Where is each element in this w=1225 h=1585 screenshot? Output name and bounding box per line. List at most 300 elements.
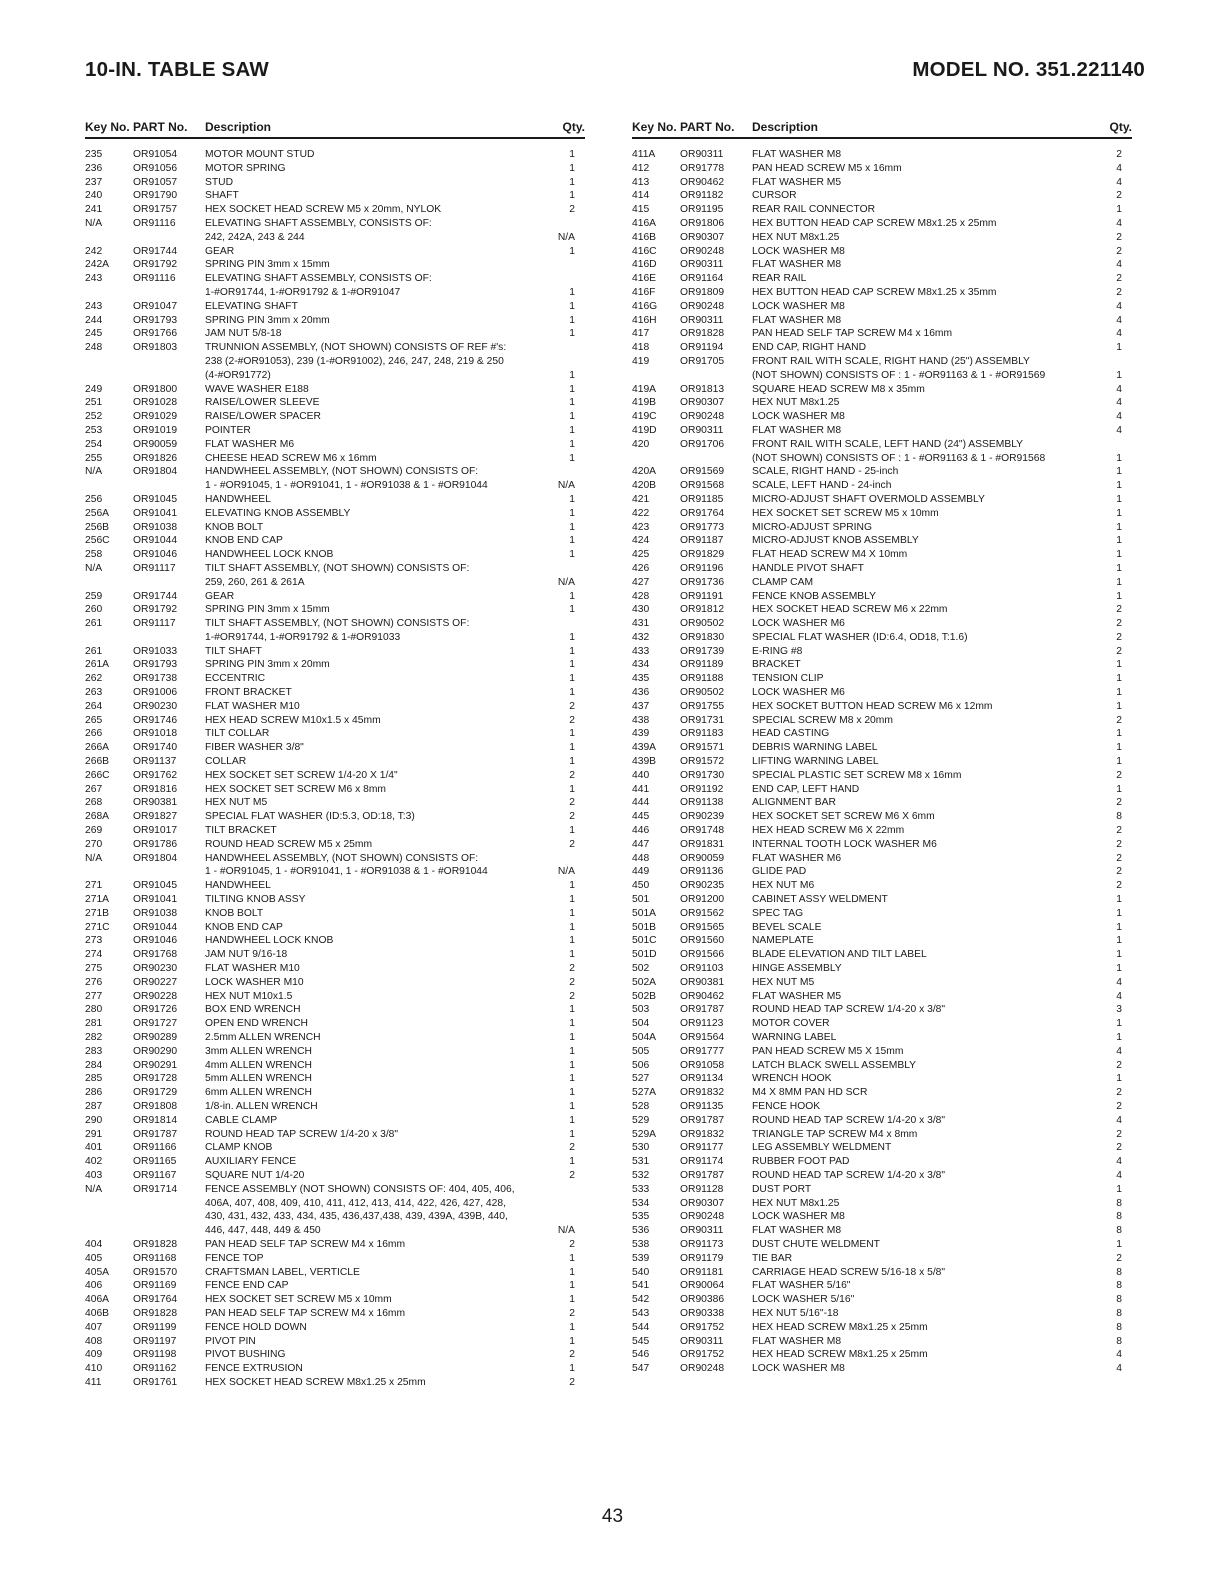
- cell-qty: 2: [569, 990, 575, 1002]
- cell-description: HANDWHEEL LOCK KNOB: [205, 549, 334, 561]
- cell-key-no: 243: [85, 300, 103, 312]
- cell-qty: 1: [569, 162, 575, 174]
- cell-description: BLADE ELEVATION AND TILT LABEL: [752, 949, 927, 961]
- cell-qty: 4: [1116, 314, 1122, 326]
- cell-key-no: 416C: [632, 245, 657, 257]
- table-row: [632, 355, 1132, 369]
- cell-key-no: 242: [85, 245, 103, 257]
- table-row: [85, 507, 585, 521]
- cell-description: HEX HEAD SCREW M6 X 22mm: [752, 825, 905, 837]
- cell-key-no: 284: [85, 1059, 103, 1071]
- header-qty: Qty.: [1109, 120, 1132, 134]
- cell-qty: 1: [569, 1321, 575, 1333]
- cell-part-no: OR91744: [133, 245, 178, 257]
- cell-description: BRACKET: [752, 659, 801, 671]
- table-row: [85, 1031, 585, 1045]
- cell-key-no: 261: [85, 645, 103, 657]
- cell-qty: 1: [569, 176, 575, 188]
- cell-part-no: OR91826: [133, 452, 178, 464]
- cell-key-no: 427: [632, 576, 650, 588]
- cell-key-no: 448: [632, 852, 650, 864]
- cell-qty: 1: [1116, 549, 1122, 561]
- cell-part-no: OR91166: [133, 1142, 177, 1154]
- cell-part-no: OR91786: [133, 838, 178, 850]
- cell-key-no: 423: [632, 521, 650, 533]
- cell-key-no: 545: [632, 1335, 650, 1347]
- cell-part-no: OR91116: [133, 273, 176, 285]
- table-row: [632, 796, 1132, 810]
- cell-description: MICRO-ADJUST KNOB ASSEMBLY: [752, 535, 919, 547]
- table-body: [85, 148, 585, 1390]
- cell-key-no: 544: [632, 1321, 650, 1333]
- cell-part-no: OR91200: [680, 894, 725, 906]
- cell-description: FLAT WASHER M6: [752, 852, 842, 864]
- cell-description: CABINET ASSY WELDMENT: [752, 894, 888, 906]
- cell-description: RAISE/LOWER SPACER: [205, 411, 321, 423]
- cell-part-no: OR91727: [133, 1018, 178, 1030]
- cell-key-no: 503: [632, 1004, 650, 1016]
- cell-part-no: OR91047: [133, 300, 178, 312]
- cell-qty: 2: [569, 1238, 575, 1250]
- cell-qty: N/A: [557, 231, 575, 243]
- cell-qty: 2: [1116, 880, 1122, 892]
- cell-key-no: 258: [85, 549, 103, 561]
- cell-description: FLAT WASHER M5: [752, 990, 842, 1002]
- page-number: 43: [601, 1506, 624, 1527]
- cell-description: 1 - #OR91045, 1 - #OR91041, 1 - #OR91038 & 1 - #OR91044: [205, 866, 488, 878]
- cell-key-no: 248: [85, 342, 103, 354]
- cell-qty: 1: [569, 825, 575, 837]
- table-row: [632, 824, 1132, 838]
- cell-part-no: OR91790: [133, 190, 178, 202]
- cell-qty: 1: [1116, 1018, 1122, 1030]
- cell-qty: 1: [1116, 756, 1122, 768]
- cell-qty: 1: [569, 535, 575, 547]
- cell-part-no: OR91829: [680, 549, 725, 561]
- table-row: [632, 507, 1132, 521]
- cell-key-no: 538: [632, 1238, 650, 1250]
- cell-description: AUXILIARY FENCE: [205, 1156, 297, 1168]
- header-part-no: PART No.: [680, 120, 735, 134]
- cell-qty: 1: [569, 1156, 575, 1168]
- cell-qty: 2: [1116, 825, 1122, 837]
- cell-key-no: 261A: [85, 659, 110, 671]
- cell-qty: 1: [569, 411, 575, 423]
- cell-key-no: 283: [85, 1045, 103, 1057]
- cell-key-no: 501: [632, 894, 650, 906]
- cell-description: FLAT WASHER M5: [752, 176, 842, 188]
- cell-description: ECCENTRIC: [205, 673, 266, 685]
- cell-part-no: OR91792: [133, 259, 178, 271]
- cell-qty: 1: [569, 424, 575, 436]
- cell-description: SCALE, LEFT HAND - 24-inch: [752, 480, 892, 492]
- cell-key-no: 535: [632, 1211, 650, 1223]
- cell-description: ELEVATING SHAFT ASSEMBLY, CONSISTS OF:: [205, 273, 432, 285]
- cell-key-no: 251: [85, 397, 103, 409]
- cell-key-no: 271C: [85, 921, 110, 933]
- cell-qty: 2: [1116, 1087, 1122, 1099]
- cell-key-no: 435: [632, 673, 650, 685]
- cell-description: COLLAR: [205, 756, 247, 768]
- cell-key-no: 280: [85, 1004, 103, 1016]
- table-row: [85, 1017, 585, 1031]
- cell-key-no: 236: [85, 162, 103, 174]
- cell-description: JAM NUT 9/16-18: [205, 949, 288, 961]
- cell-key-no: 506: [632, 1059, 650, 1071]
- cell-description: INTERNAL TOOTH LOCK WASHER M6: [752, 838, 937, 850]
- cell-description: MOTOR COVER: [752, 1018, 830, 1030]
- cell-part-no: OR91044: [133, 921, 178, 933]
- cell-description: HEX SOCKET BUTTON HEAD SCREW M6 x 12mm: [752, 700, 993, 712]
- cell-part-no: OR91728: [133, 1073, 178, 1085]
- cell-part-no: OR91185: [680, 493, 724, 505]
- cell-description: HEX SOCKET HEAD SCREW M5 x 20mm, NYLOK: [205, 204, 442, 216]
- cell-part-no: OR91117: [133, 562, 176, 574]
- table-row: [632, 217, 1132, 231]
- cell-part-no: OR91787: [680, 1114, 725, 1126]
- cell-part-no: OR91019: [133, 424, 178, 436]
- cell-qty: 8: [1116, 1335, 1122, 1347]
- cell-key-no: 440: [632, 769, 650, 781]
- cell-qty: 2: [1116, 618, 1122, 630]
- table-row: [85, 1348, 585, 1362]
- cell-part-no: OR91181: [680, 1266, 724, 1278]
- table-row: [85, 852, 585, 866]
- cell-part-no: OR90381: [133, 797, 178, 809]
- table-row: [85, 631, 585, 645]
- cell-qty: 1: [1116, 562, 1122, 574]
- cell-key-no: 408: [85, 1335, 103, 1347]
- cell-part-no: OR91197: [133, 1335, 177, 1347]
- cell-qty: 2: [1116, 149, 1122, 160]
- cell-part-no: OR91117: [133, 618, 176, 630]
- cell-description: 5mm ALLEN WRENCH: [205, 1073, 312, 1085]
- cell-part-no: OR91570: [133, 1266, 178, 1278]
- cell-key-no: 256A: [85, 507, 110, 519]
- cell-key-no: 437: [632, 700, 650, 712]
- table-row: [632, 700, 1132, 714]
- cell-qty: 1: [569, 673, 575, 685]
- cell-key-no: 532: [632, 1169, 650, 1181]
- table-row: [85, 1210, 585, 1224]
- cell-qty: 2: [569, 769, 575, 781]
- cell-key-no: 541: [632, 1280, 650, 1292]
- cell-description: HINGE ASSEMBLY: [752, 963, 842, 975]
- cell-qty: 4: [1116, 1114, 1122, 1126]
- table-row: [85, 1169, 585, 1183]
- cell-description: RAISE/LOWER SLEEVE: [205, 397, 320, 409]
- cell-key-no: 268A: [85, 811, 110, 823]
- cell-description: HEX HEAD SCREW M8x1.25 x 25mm: [752, 1349, 928, 1361]
- cell-key-no: 235: [85, 149, 103, 160]
- cell-qty: 2: [1116, 190, 1122, 202]
- table-row: [632, 769, 1132, 783]
- cell-part-no: OR91182: [680, 190, 724, 202]
- cell-part-no: OR91804: [133, 466, 178, 478]
- cell-description: LOCK WASHER M8: [752, 411, 845, 423]
- cell-qty: 1: [569, 880, 575, 892]
- cell-description: HEX SOCKET SET SCREW M6 x 8mm: [205, 783, 386, 795]
- cell-description: SCALE, RIGHT HAND - 25-inch: [752, 466, 899, 478]
- cell-description: HANDWHEEL: [205, 880, 271, 892]
- table-row: [85, 521, 585, 535]
- cell-qty: 2: [569, 797, 575, 809]
- table-row: [85, 1045, 585, 1059]
- cell-key-no: 291: [85, 1128, 103, 1140]
- cell-key-no: 265: [85, 714, 103, 726]
- cell-key-no: 287: [85, 1100, 103, 1112]
- cell-description: FENCE HOOK: [752, 1100, 821, 1112]
- cell-qty: 2: [1116, 231, 1122, 243]
- cell-key-no: 271B: [85, 907, 110, 919]
- table-row: [632, 934, 1132, 948]
- cell-part-no: OR91196: [680, 562, 724, 574]
- cell-description: CLAMP KNOB: [205, 1142, 273, 1154]
- table-row: [85, 424, 585, 438]
- cell-part-no: OR91041: [133, 507, 178, 519]
- cell-description: 406A, 407, 408, 409, 410, 411, 412, 413, 414, 422, 426, 427, 428,: [205, 1197, 506, 1209]
- table-row: [632, 1224, 1132, 1238]
- cell-key-no: 539: [632, 1252, 650, 1264]
- cell-part-no: OR91162: [133, 1363, 177, 1375]
- cell-part-no: OR91136: [680, 866, 724, 878]
- cell-description: BEVEL SCALE: [752, 921, 822, 933]
- cell-qty: 1: [569, 631, 575, 643]
- cell-part-no: OR91827: [133, 811, 178, 823]
- cell-key-no: 406B: [85, 1307, 110, 1319]
- cell-qty: 2: [1116, 631, 1122, 643]
- cell-qty: 1: [569, 907, 575, 919]
- cell-description: WARNING LABEL: [752, 1032, 837, 1043]
- table-row: [85, 355, 585, 369]
- cell-part-no: OR91033: [133, 645, 178, 657]
- cell-part-no: OR91787: [680, 1004, 725, 1016]
- cell-description: HEX SOCKET HEAD SCREW M6 x 22mm: [752, 604, 948, 616]
- cell-qty: 2: [569, 204, 575, 216]
- cell-qty: 1: [569, 1032, 575, 1043]
- cell-key-no: 430: [632, 604, 650, 616]
- cell-key-no: 421: [632, 493, 650, 505]
- cell-part-no: OR91731: [680, 714, 725, 726]
- cell-key-no: 411A: [632, 149, 656, 160]
- cell-key-no: 256B: [85, 521, 110, 533]
- cell-description: 259, 260, 261 & 261A: [205, 576, 305, 588]
- cell-description: LOCK WASHER M8: [752, 300, 845, 312]
- cell-description: 1-#OR91744, 1-#OR91792 & 1-#OR91047: [205, 286, 401, 298]
- cell-part-no: OR91773: [680, 521, 725, 533]
- cell-qty: 4: [1116, 397, 1122, 409]
- table-row: [85, 1059, 585, 1073]
- table-row: [85, 1362, 585, 1376]
- cell-qty: 1: [569, 935, 575, 947]
- cell-qty: 1: [569, 1073, 575, 1085]
- table-row: [85, 493, 585, 507]
- cell-part-no: OR91808: [133, 1100, 178, 1112]
- cell-part-no: OR91792: [133, 604, 178, 616]
- cell-description: ROUND HEAD TAP SCREW 1/4-20 x 3/8": [752, 1114, 946, 1126]
- cell-part-no: OR91038: [133, 907, 178, 919]
- cell-part-no: OR90307: [680, 397, 725, 409]
- table-row: [85, 452, 585, 466]
- cell-description: LOCK WASHER M8: [752, 245, 845, 257]
- cell-part-no: OR91137: [133, 756, 177, 768]
- table-row: [632, 741, 1132, 755]
- cell-qty: 8: [1116, 1211, 1122, 1223]
- cell-part-no: OR90239: [680, 811, 725, 823]
- cell-qty: 1: [1116, 1032, 1122, 1043]
- cell-qty: 2: [569, 838, 575, 850]
- cell-qty: 2: [1116, 604, 1122, 616]
- cell-description: MOTOR SPRING: [205, 162, 286, 174]
- cell-qty: 1: [1116, 907, 1122, 919]
- cell-key-no: 253: [85, 424, 103, 436]
- cell-qty: 2: [569, 1349, 575, 1361]
- table-row: [85, 907, 585, 921]
- cell-qty: 8: [1116, 1266, 1122, 1278]
- cell-part-no: OR91056: [133, 162, 178, 174]
- cell-key-no: 416H: [632, 314, 657, 326]
- table-row: [632, 1293, 1132, 1307]
- cell-part-no: OR91046: [133, 549, 178, 561]
- cell-description: FLAT WASHER M8: [752, 149, 842, 160]
- cell-description: HANDWHEEL ASSEMBLY, (NOT SHOWN) CONSISTS OF:: [205, 466, 479, 478]
- cell-key-no: 449: [632, 866, 650, 878]
- cell-description: HEX NUT M8x1.25: [752, 231, 840, 243]
- cell-description: SPRING PIN 3mm x 20mm: [205, 659, 330, 671]
- cell-qty: 8: [1116, 811, 1122, 823]
- table-row: [85, 203, 585, 217]
- table-row: [85, 1307, 585, 1321]
- cell-part-no: OR91748: [680, 825, 725, 837]
- cell-qty: 2: [569, 1307, 575, 1319]
- cell-description: BOX END WRENCH: [205, 1004, 301, 1016]
- cell-key-no: 542: [632, 1294, 650, 1306]
- cell-qty: 8: [1116, 1307, 1122, 1319]
- cell-part-no: OR91730: [680, 769, 725, 781]
- cell-qty: 1: [569, 1004, 575, 1016]
- cell-key-no: 530: [632, 1142, 650, 1154]
- cell-description: HEX HEAD SCREW M8x1.25 x 25mm: [752, 1321, 928, 1333]
- cell-part-no: OR91812: [680, 604, 725, 616]
- cell-key-no: 419A: [632, 383, 657, 395]
- cell-description: 6mm ALLEN WRENCH: [205, 1087, 312, 1099]
- cell-qty: 1: [569, 1280, 575, 1292]
- cell-part-no: OR90381: [680, 976, 725, 988]
- cell-part-no: OR91169: [133, 1280, 177, 1292]
- cell-description: HEX SOCKET SET SCREW M5 x 10mm: [752, 507, 939, 519]
- cell-description: GEAR: [205, 245, 235, 257]
- cell-qty: 1: [569, 245, 575, 257]
- cell-description: 3mm ALLEN WRENCH: [205, 1045, 312, 1057]
- cell-part-no: OR91740: [133, 742, 178, 754]
- cell-qty: 1: [1116, 452, 1122, 464]
- cell-description: MOTOR MOUNT STUD: [205, 149, 315, 160]
- cell-description: HEX NUT M5: [205, 797, 268, 809]
- cell-key-no: 416E: [632, 273, 657, 285]
- cell-qty: N/A: [557, 480, 575, 492]
- cell-qty: 4: [1116, 259, 1122, 271]
- cell-description: HEX BUTTON HEAD CAP SCREW M8x1.25 x 35mm: [752, 286, 997, 298]
- cell-description: CRAFTSMAN LABEL, VERTICLE: [205, 1266, 360, 1278]
- cell-qty: 4: [1116, 1169, 1122, 1181]
- cell-qty: 4: [1116, 1045, 1122, 1057]
- cell-description: ELEVATING SHAFT ASSEMBLY, CONSISTS OF:: [205, 217, 432, 229]
- table-row: [632, 658, 1132, 672]
- cell-qty: 2: [1116, 838, 1122, 850]
- cell-key-no: 237: [85, 176, 103, 188]
- cell-description: END CAP, LEFT HAND: [752, 783, 860, 795]
- cell-key-no: 406: [85, 1280, 103, 1292]
- cell-part-no: OR90248: [680, 300, 725, 312]
- cell-part-no: OR90311: [680, 1225, 724, 1237]
- cell-qty: 1: [569, 300, 575, 312]
- cell-description: FLAT WASHER M6: [205, 438, 295, 450]
- cell-qty: 1: [1116, 687, 1122, 699]
- cell-description: NAMEPLATE: [752, 935, 814, 947]
- cell-key-no: 254: [85, 438, 103, 450]
- cell-key-no: 414: [632, 190, 650, 202]
- cell-part-no: OR91046: [133, 935, 178, 947]
- cell-key-no: 266B: [85, 756, 110, 768]
- table-row: [632, 1114, 1132, 1128]
- cell-description: SPECIAL SCREW M8 x 20mm: [752, 714, 893, 726]
- cell-qty: 1: [1116, 949, 1122, 961]
- cell-part-no: OR90291: [133, 1059, 178, 1071]
- cell-key-no: 245: [85, 328, 103, 340]
- cell-key-no: 504: [632, 1018, 650, 1030]
- page-header: [85, 58, 1145, 88]
- cell-description: SQUARE HEAD SCREW M8 x 35mm: [752, 383, 925, 395]
- table-row: [632, 1045, 1132, 1059]
- cell-part-no: OR91134: [680, 1073, 724, 1085]
- header-rule: [632, 137, 1132, 139]
- cell-description: TIE BAR: [752, 1252, 793, 1264]
- table-row: [85, 1279, 585, 1293]
- cell-qty: 1: [1116, 466, 1122, 478]
- cell-description: KNOB BOLT: [205, 521, 264, 533]
- table-row: [632, 962, 1132, 976]
- cell-qty: 1: [569, 1114, 575, 1126]
- table-row: [632, 603, 1132, 617]
- cell-key-no: 256: [85, 493, 103, 505]
- cell-description: FLAT WASHER M8: [752, 259, 842, 271]
- cell-key-no: 263: [85, 687, 103, 699]
- table-row: [632, 590, 1132, 604]
- cell-part-no: OR91164: [680, 273, 724, 285]
- table-row: [632, 1238, 1132, 1252]
- cell-key-no: 260: [85, 604, 103, 616]
- table-row: [85, 1238, 585, 1252]
- cell-description: CHEESE HEAD SCREW M6 x 16mm: [205, 452, 377, 464]
- table-row: [85, 686, 585, 700]
- cell-part-no: OR90235: [680, 880, 725, 892]
- cell-description: (NOT SHOWN) CONSISTS OF : 1 - #OR91163 & 1 - #OR91569: [752, 369, 1046, 381]
- table-row: [85, 1252, 585, 1266]
- cell-part-no: OR91768: [133, 949, 178, 961]
- cell-key-no: 407: [85, 1321, 103, 1333]
- table-row: [85, 369, 585, 383]
- cell-qty: N/A: [557, 866, 575, 878]
- table-row: [85, 217, 585, 231]
- cell-qty: 2: [1116, 714, 1122, 726]
- cell-key-no: 416D: [632, 259, 657, 271]
- table-row: [85, 824, 585, 838]
- cell-qty: 1: [1116, 493, 1122, 505]
- cell-key-no: 406A: [85, 1294, 110, 1306]
- cell-part-no: OR91006: [133, 687, 178, 699]
- cell-qty: 2: [569, 811, 575, 823]
- table-row: [85, 341, 585, 355]
